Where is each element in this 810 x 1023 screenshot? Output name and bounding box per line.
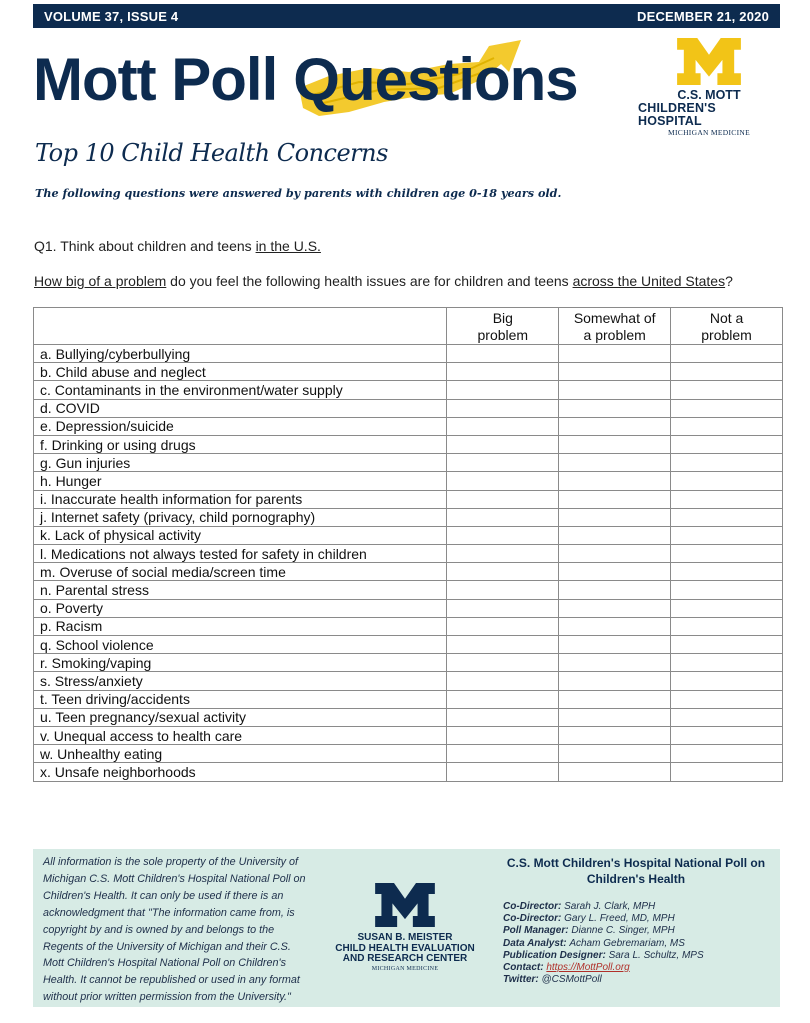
health-issue-label: m. Overuse of social media/screen time [34, 563, 447, 581]
response-cell-big-problem[interactable] [447, 690, 559, 708]
response-cell-big-problem[interactable] [447, 708, 559, 726]
response-cell-somewhat-problem[interactable] [559, 563, 671, 581]
response-cell-big-problem[interactable] [447, 363, 559, 381]
poll-credits [501, 855, 771, 986]
intro-text: The following questions were answered by parents with children age 0-18 years old. [35, 186, 562, 200]
response-cell-somewhat-problem[interactable] [559, 417, 671, 435]
table-row [34, 745, 783, 763]
table-row [34, 345, 783, 363]
table-row [34, 435, 783, 453]
table-row [34, 399, 783, 417]
health-issue-label: i. Inaccurate health information for parents [34, 490, 447, 508]
response-cell-big-problem[interactable] [447, 508, 559, 526]
health-issue-label: l. Medications not always tested for safety in children [34, 545, 447, 563]
response-cell-not-problem[interactable] [671, 363, 783, 381]
response-cell-big-problem[interactable] [447, 726, 559, 744]
credits-list [503, 901, 771, 986]
table-row [34, 381, 783, 399]
response-cell-big-problem[interactable] [447, 490, 559, 508]
response-cell-big-problem[interactable] [447, 545, 559, 563]
response-cell-big-problem[interactable] [447, 417, 559, 435]
table-row [34, 490, 783, 508]
header-blank [34, 308, 447, 345]
q2-underline-2: across the United States [572, 273, 726, 289]
footer-panel [33, 849, 780, 1007]
response-cell-not-problem[interactable] [671, 399, 783, 417]
response-cell-somewhat-problem[interactable] [559, 454, 671, 472]
table-row [34, 472, 783, 490]
credit-item: Co-Director: Sarah J. Clark, MPH [503, 901, 656, 912]
response-cell-somewhat-problem[interactable] [559, 690, 671, 708]
title-part2: Questions [293, 46, 578, 113]
logo-text-2: CHILDREN'S HOSPITAL [638, 101, 716, 128]
health-issue-label: c. Contaminants in the environment/water supply [34, 381, 447, 399]
response-cell-big-problem[interactable] [447, 345, 559, 363]
credit-item: Data Analyst: Acham Gebremariam, MS [503, 937, 685, 949]
health-issue-label: d. COVID [34, 399, 447, 417]
response-cell-somewhat-problem[interactable] [559, 490, 671, 508]
block-m-icon [671, 38, 747, 85]
logo-text-3: MICHIGAN MEDICINE [668, 128, 750, 137]
health-issue-label: e. Depression/suicide [34, 417, 447, 435]
response-cell-somewhat-problem[interactable] [559, 345, 671, 363]
health-issue-label: p. Racism [34, 617, 447, 635]
health-issue-label: k. Lack of physical activity [34, 526, 447, 544]
response-cell-big-problem[interactable] [447, 472, 559, 490]
health-issue-label: h. Hunger [34, 472, 447, 490]
twitter-handle: @CSMottPoll [541, 974, 602, 986]
q2-middle: do you feel the following health issues are for children and teens [166, 273, 573, 289]
response-cell-not-problem[interactable] [671, 381, 783, 399]
response-cell-not-problem[interactable] [671, 672, 783, 690]
credit-item: Co-Director: Gary L. Freed, MD, MPH [503, 913, 675, 925]
response-cell-big-problem[interactable] [447, 454, 559, 472]
health-issue-label: b. Child abuse and neglect [34, 363, 447, 381]
block-m-icon [374, 883, 436, 927]
response-cell-somewhat-problem[interactable] [559, 508, 671, 526]
response-cell-not-problem[interactable] [671, 508, 783, 526]
response-cell-big-problem[interactable] [447, 381, 559, 399]
table-row [34, 563, 783, 581]
header-bar [33, 4, 780, 28]
response-cell-not-problem[interactable] [671, 526, 783, 544]
response-cell-not-problem[interactable] [671, 417, 783, 435]
health-issue-label: f. Drinking or using drugs [34, 435, 447, 453]
response-cell-not-problem[interactable] [671, 563, 783, 581]
response-grid [33, 307, 783, 782]
table-row [34, 617, 783, 635]
response-cell-big-problem[interactable] [447, 599, 559, 617]
title-highlight [293, 40, 577, 120]
header-not-problem: Not a problem [671, 308, 783, 345]
mott-hospital-logo [638, 38, 780, 138]
response-cell-not-problem[interactable] [671, 745, 783, 763]
q1-prefix: Q1. Think about children and teens [34, 238, 256, 254]
credit-item: Poll Manager: Dianne C. Singer, MPH [503, 925, 675, 937]
health-issue-label: u. Teen pregnancy/sexual activity [34, 708, 447, 726]
question-intro [34, 238, 321, 254]
response-cell-somewhat-problem[interactable] [559, 745, 671, 763]
response-cell-somewhat-problem[interactable] [559, 672, 671, 690]
response-cell-not-problem[interactable] [671, 472, 783, 490]
health-issue-label: a. Bullying/cyberbullying [34, 345, 447, 363]
copyright-disclaimer: All information is the sole property of the University of Michigan C.S. Mott Children's Hospital National Poll on Children's Health. It can only be used if there is an acknowledgment that "The information came from, is copyright by and is owned by and belongs to the Regents of the University of Michigan and their C.S. Mott Children's Hospital National Poll on Children's Health. It cannot be republished or used in any format without prior written permission from the University." [43, 856, 306, 1004]
response-cell-somewhat-problem[interactable] [559, 435, 671, 453]
response-cell-somewhat-problem[interactable] [559, 472, 671, 490]
response-cell-not-problem[interactable] [671, 763, 783, 781]
health-issue-label: s. Stress/anxiety [34, 672, 447, 690]
response-cell-not-problem[interactable] [671, 636, 783, 654]
table-row [34, 726, 783, 744]
response-cell-somewhat-problem[interactable] [559, 381, 671, 399]
response-cell-big-problem[interactable] [447, 636, 559, 654]
response-cell-not-problem[interactable] [671, 581, 783, 599]
response-cell-somewhat-problem[interactable] [559, 599, 671, 617]
table-row [34, 417, 783, 435]
q2-suffix: ? [725, 273, 733, 289]
response-cell-not-problem[interactable] [671, 454, 783, 472]
response-cell-not-problem[interactable] [671, 654, 783, 672]
table-row [34, 599, 783, 617]
response-cell-big-problem[interactable] [447, 617, 559, 635]
table-header-row [34, 308, 783, 345]
center-logo-text-4: MICHIGAN MEDICINE [371, 965, 439, 972]
response-cell-big-problem[interactable] [447, 745, 559, 763]
response-cell-somewhat-problem[interactable] [559, 526, 671, 544]
response-cell-big-problem[interactable] [447, 763, 559, 781]
response-cell-big-problem[interactable] [447, 399, 559, 417]
section-subtitle: Top 10 Child Health Concerns [35, 139, 388, 167]
response-cell-not-problem[interactable] [671, 708, 783, 726]
table-row [34, 508, 783, 526]
health-issue-label: r. Smoking/vaping [34, 654, 447, 672]
header-somewhat-problem: Somewhat of a problem [559, 308, 671, 345]
response-cell-not-problem[interactable] [671, 435, 783, 453]
credit-item-twitter: Twitter: @CSMottPoll [503, 974, 602, 986]
table-row [34, 763, 783, 781]
table-row [34, 708, 783, 726]
response-cell-not-problem[interactable] [671, 545, 783, 563]
response-cell-not-problem[interactable] [671, 726, 783, 744]
response-cell-big-problem[interactable] [447, 672, 559, 690]
health-issue-label: o. Poverty [34, 599, 447, 617]
credit-item-contact: Contact: https://MottPoll.org [503, 962, 630, 974]
response-cell-somewhat-problem[interactable] [559, 708, 671, 726]
center-logo-text-2: CHILD HEALTH EVALUATION [335, 942, 475, 954]
response-cell-somewhat-problem[interactable] [559, 399, 671, 417]
response-cell-somewhat-problem[interactable] [559, 545, 671, 563]
contact-link[interactable]: https://MottPoll.org [546, 962, 630, 974]
table-row [34, 672, 783, 690]
health-issue-label: v. Unequal access to health care [34, 726, 447, 744]
question-prompt [34, 273, 733, 289]
center-logo-text-3: AND RESEARCH CENTER [342, 953, 468, 964]
credit-item: Publication Designer: Sara L. Schultz, MPS [503, 949, 704, 961]
q2-underline-1: How big of a problem [34, 273, 167, 289]
health-issue-label: q. School violence [34, 636, 447, 654]
response-cell-somewhat-problem[interactable] [559, 654, 671, 672]
page-title [33, 40, 578, 120]
center-logo-text-1: SUSAN B. MEISTER [357, 932, 453, 943]
q1-underline: in the U.S. [255, 238, 321, 254]
meister-center-logo [335, 883, 475, 972]
poll-title: C.S. Mott Children's Hospital National Poll on Children's Health [506, 856, 766, 886]
header-big-problem: Big problem [447, 308, 559, 345]
response-cell-somewhat-problem[interactable] [559, 363, 671, 381]
health-issue-label: g. Gun injuries [34, 454, 447, 472]
table-row [34, 581, 783, 599]
table-row [34, 690, 783, 708]
health-issue-label: j. Internet safety (privacy, child pornography) [34, 508, 447, 526]
table-row [34, 545, 783, 563]
response-cell-somewhat-problem[interactable] [559, 726, 671, 744]
response-cell-big-problem[interactable] [447, 563, 559, 581]
response-cell-not-problem[interactable] [671, 617, 783, 635]
response-cell-big-problem[interactable] [447, 581, 559, 599]
response-cell-not-problem[interactable] [671, 490, 783, 508]
response-cell-big-problem[interactable] [447, 435, 559, 453]
response-cell-big-problem[interactable] [447, 526, 559, 544]
table-row [34, 526, 783, 544]
response-cell-not-problem[interactable] [671, 599, 783, 617]
health-issue-label: x. Unsafe neighborhoods [34, 763, 447, 781]
response-cell-somewhat-problem[interactable] [559, 581, 671, 599]
title-part1: Mott Poll [33, 46, 278, 113]
logo-text-1: C.S. MOTT [677, 88, 741, 102]
table-row [34, 454, 783, 472]
volume-issue: VOLUME 37, ISSUE 4 [44, 8, 179, 24]
health-issue-label: t. Teen driving/accidents [34, 690, 447, 708]
table-row [34, 363, 783, 381]
response-cell-somewhat-problem[interactable] [559, 636, 671, 654]
table-row [34, 636, 783, 654]
response-cell-big-problem[interactable] [447, 654, 559, 672]
health-issue-label: w. Unhealthy eating [34, 745, 447, 763]
response-cell-somewhat-problem[interactable] [559, 763, 671, 781]
table-row [34, 654, 783, 672]
response-cell-somewhat-problem[interactable] [559, 617, 671, 635]
response-cell-not-problem[interactable] [671, 690, 783, 708]
response-cell-not-problem[interactable] [671, 345, 783, 363]
issue-date: DECEMBER 21, 2020 [636, 8, 769, 24]
health-issue-label: n. Parental stress [34, 581, 447, 599]
